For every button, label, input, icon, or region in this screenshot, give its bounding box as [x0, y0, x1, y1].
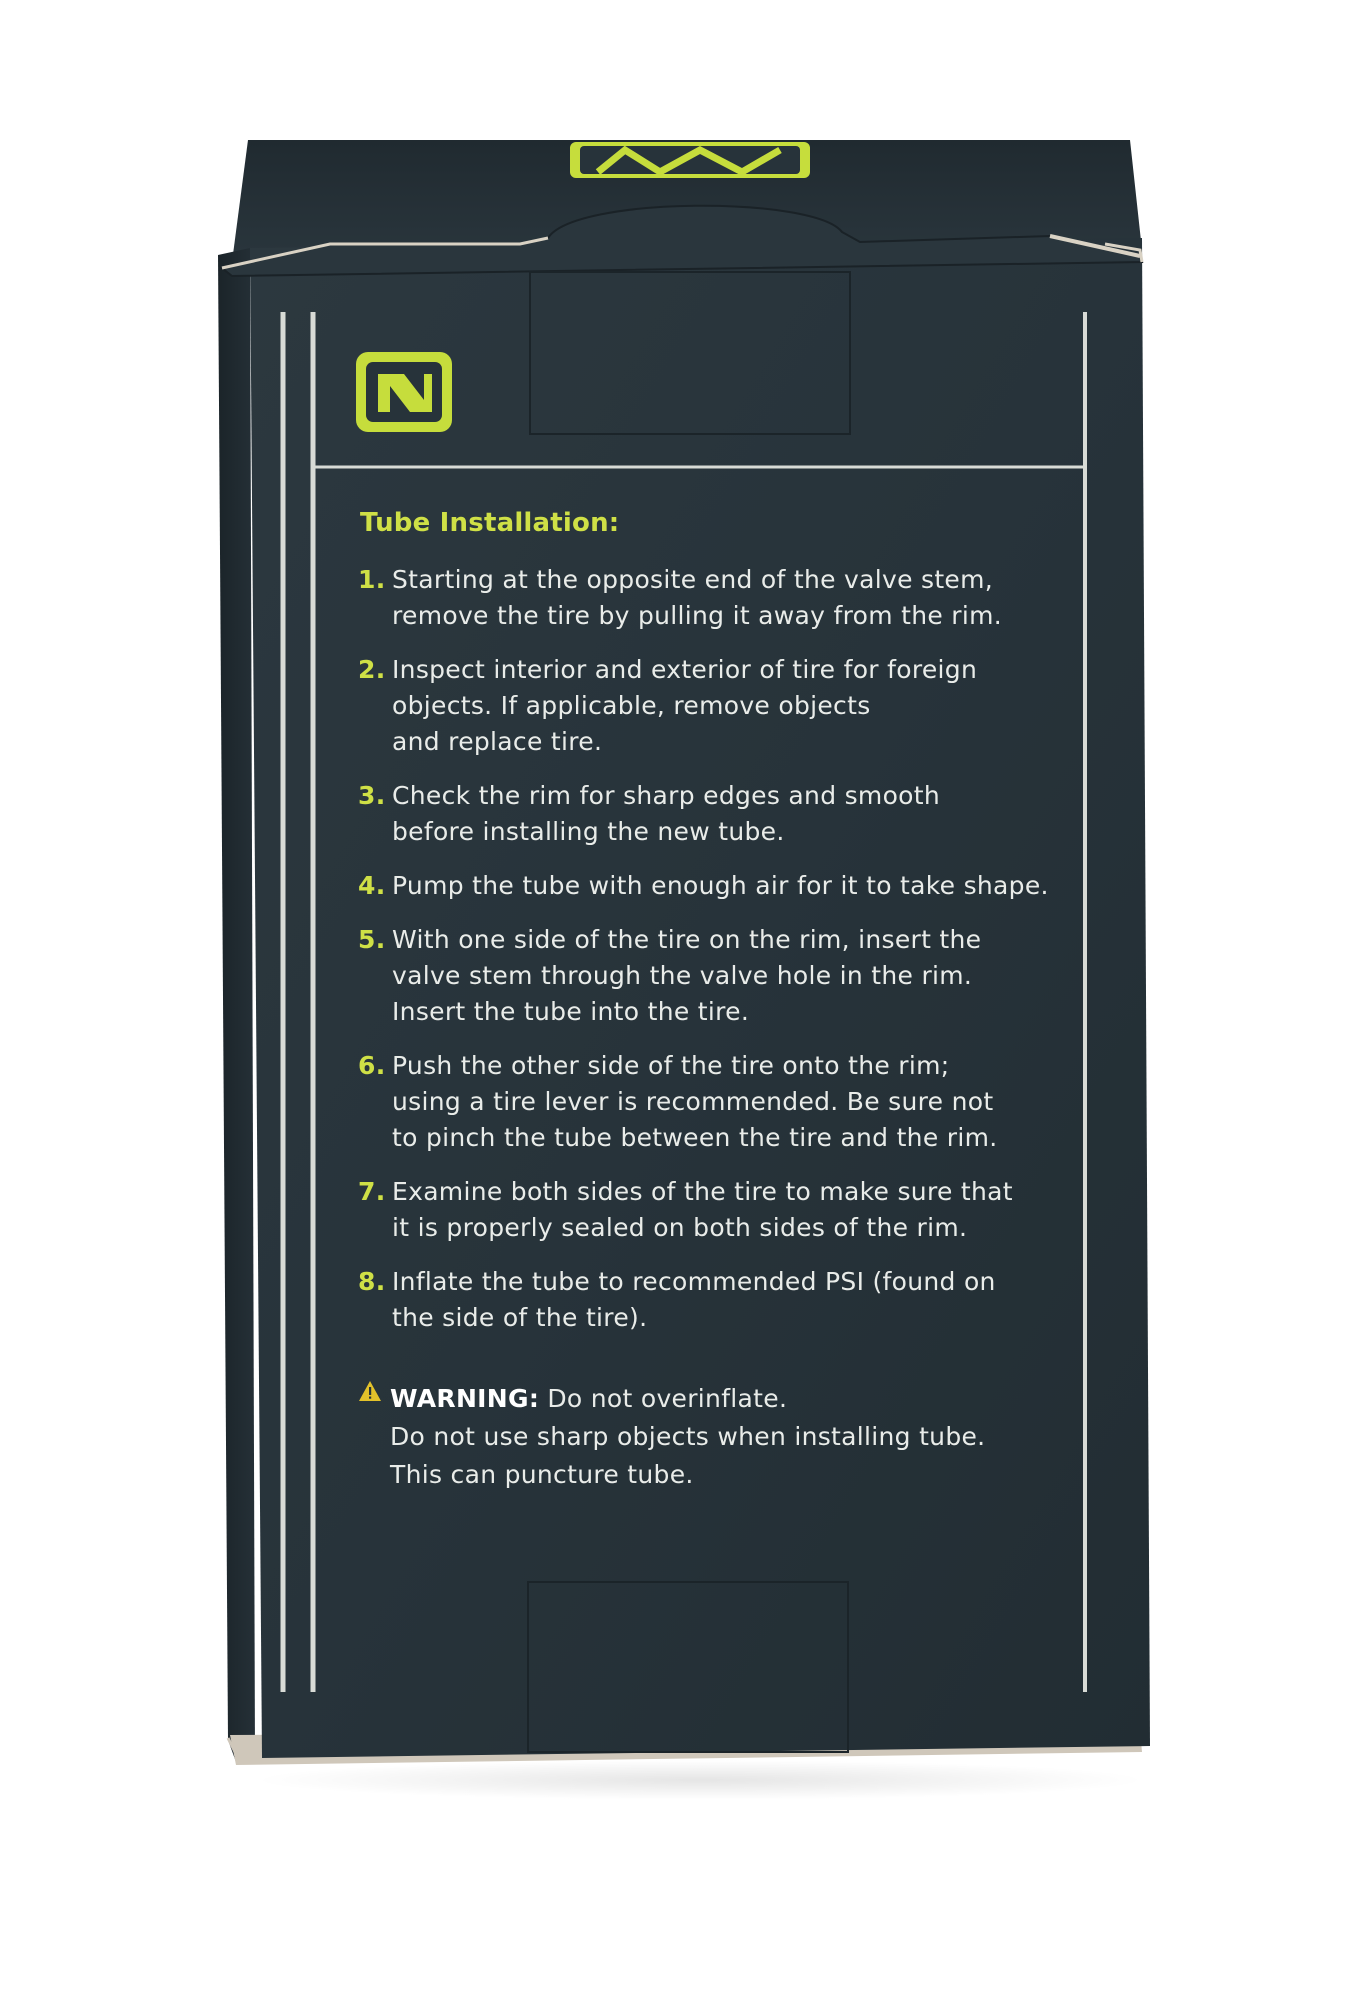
step-text-line: the side of the tire).: [392, 1303, 648, 1332]
step-text-line: objects. If applicable, remove objects: [392, 691, 871, 720]
step-text-line: Starting at the opposite end of the valve stem,: [392, 565, 994, 594]
step-text-line: Inspect interior and exterior of tire for foreign: [392, 655, 978, 684]
step-text-line: and replace tire.: [392, 727, 603, 756]
warning-label: WARNING:: [390, 1384, 540, 1413]
step-number: 4.: [358, 871, 386, 900]
step-text-line: Push the other side of the tire onto the rim;: [392, 1051, 950, 1080]
top-logo-peek: [570, 142, 810, 178]
warning-line-1: [390, 1380, 1098, 1418]
step-text-line: to pinch the tube between the tire and the rim.: [392, 1123, 998, 1152]
brand-logo-icon: [356, 352, 452, 432]
instructions-heading: Tube Installation:: [360, 508, 620, 538]
steps-list: [358, 562, 1098, 1336]
step-text-line: remove the tire by pulling it away from the rim.: [392, 601, 1003, 630]
instructions: [358, 508, 1098, 1494]
step-4: [358, 868, 1098, 904]
step-2: [358, 652, 1098, 760]
step-8: [358, 1264, 1098, 1336]
step-7: [358, 1174, 1098, 1246]
step-number: 7.: [358, 1177, 386, 1206]
step-number: 1.: [358, 565, 386, 594]
step-text-line: it is properly sealed on both sides of the rim.: [392, 1213, 968, 1242]
step-number: 3.: [358, 781, 386, 810]
step-text-line: before installing the new tube.: [392, 817, 785, 846]
step-3: [358, 778, 1098, 850]
step-text-line: Examine both sides of the tire to make sure that: [392, 1177, 1013, 1206]
warning-triangle-icon: [358, 1380, 382, 1402]
step-text-line: using a tire lever is recommended. Be sure not: [392, 1087, 994, 1116]
step-text-line: Check the rim for sharp edges and smooth: [392, 781, 941, 810]
step-text-line: valve stem through the valve hole in the rim.: [392, 961, 973, 990]
box-left-side: [218, 248, 255, 1762]
step-number: 8.: [358, 1267, 386, 1296]
step-number: 2.: [358, 655, 386, 684]
step-text-line: Inflate the tube to recommended PSI (found on: [392, 1267, 996, 1296]
step-number: 6.: [358, 1051, 386, 1080]
step-text-line: Pump the tube with enough air for it to take shape.: [392, 871, 1049, 900]
warning-line-2: Do not use sharp objects when installing tube.: [390, 1422, 986, 1451]
step-1: [358, 562, 1098, 634]
step-text-line: With one side of the tire on the rim, insert the: [392, 925, 982, 954]
warning-first-text: Do not overinflate.: [539, 1384, 788, 1413]
warning-block: [358, 1380, 1098, 1494]
step-5: [358, 922, 1098, 1030]
warning-line-3: This can puncture tube.: [390, 1460, 694, 1489]
step-6: [358, 1048, 1098, 1156]
step-text-line: Insert the tube into the tire.: [392, 997, 750, 1026]
step-number: 5.: [358, 925, 386, 954]
